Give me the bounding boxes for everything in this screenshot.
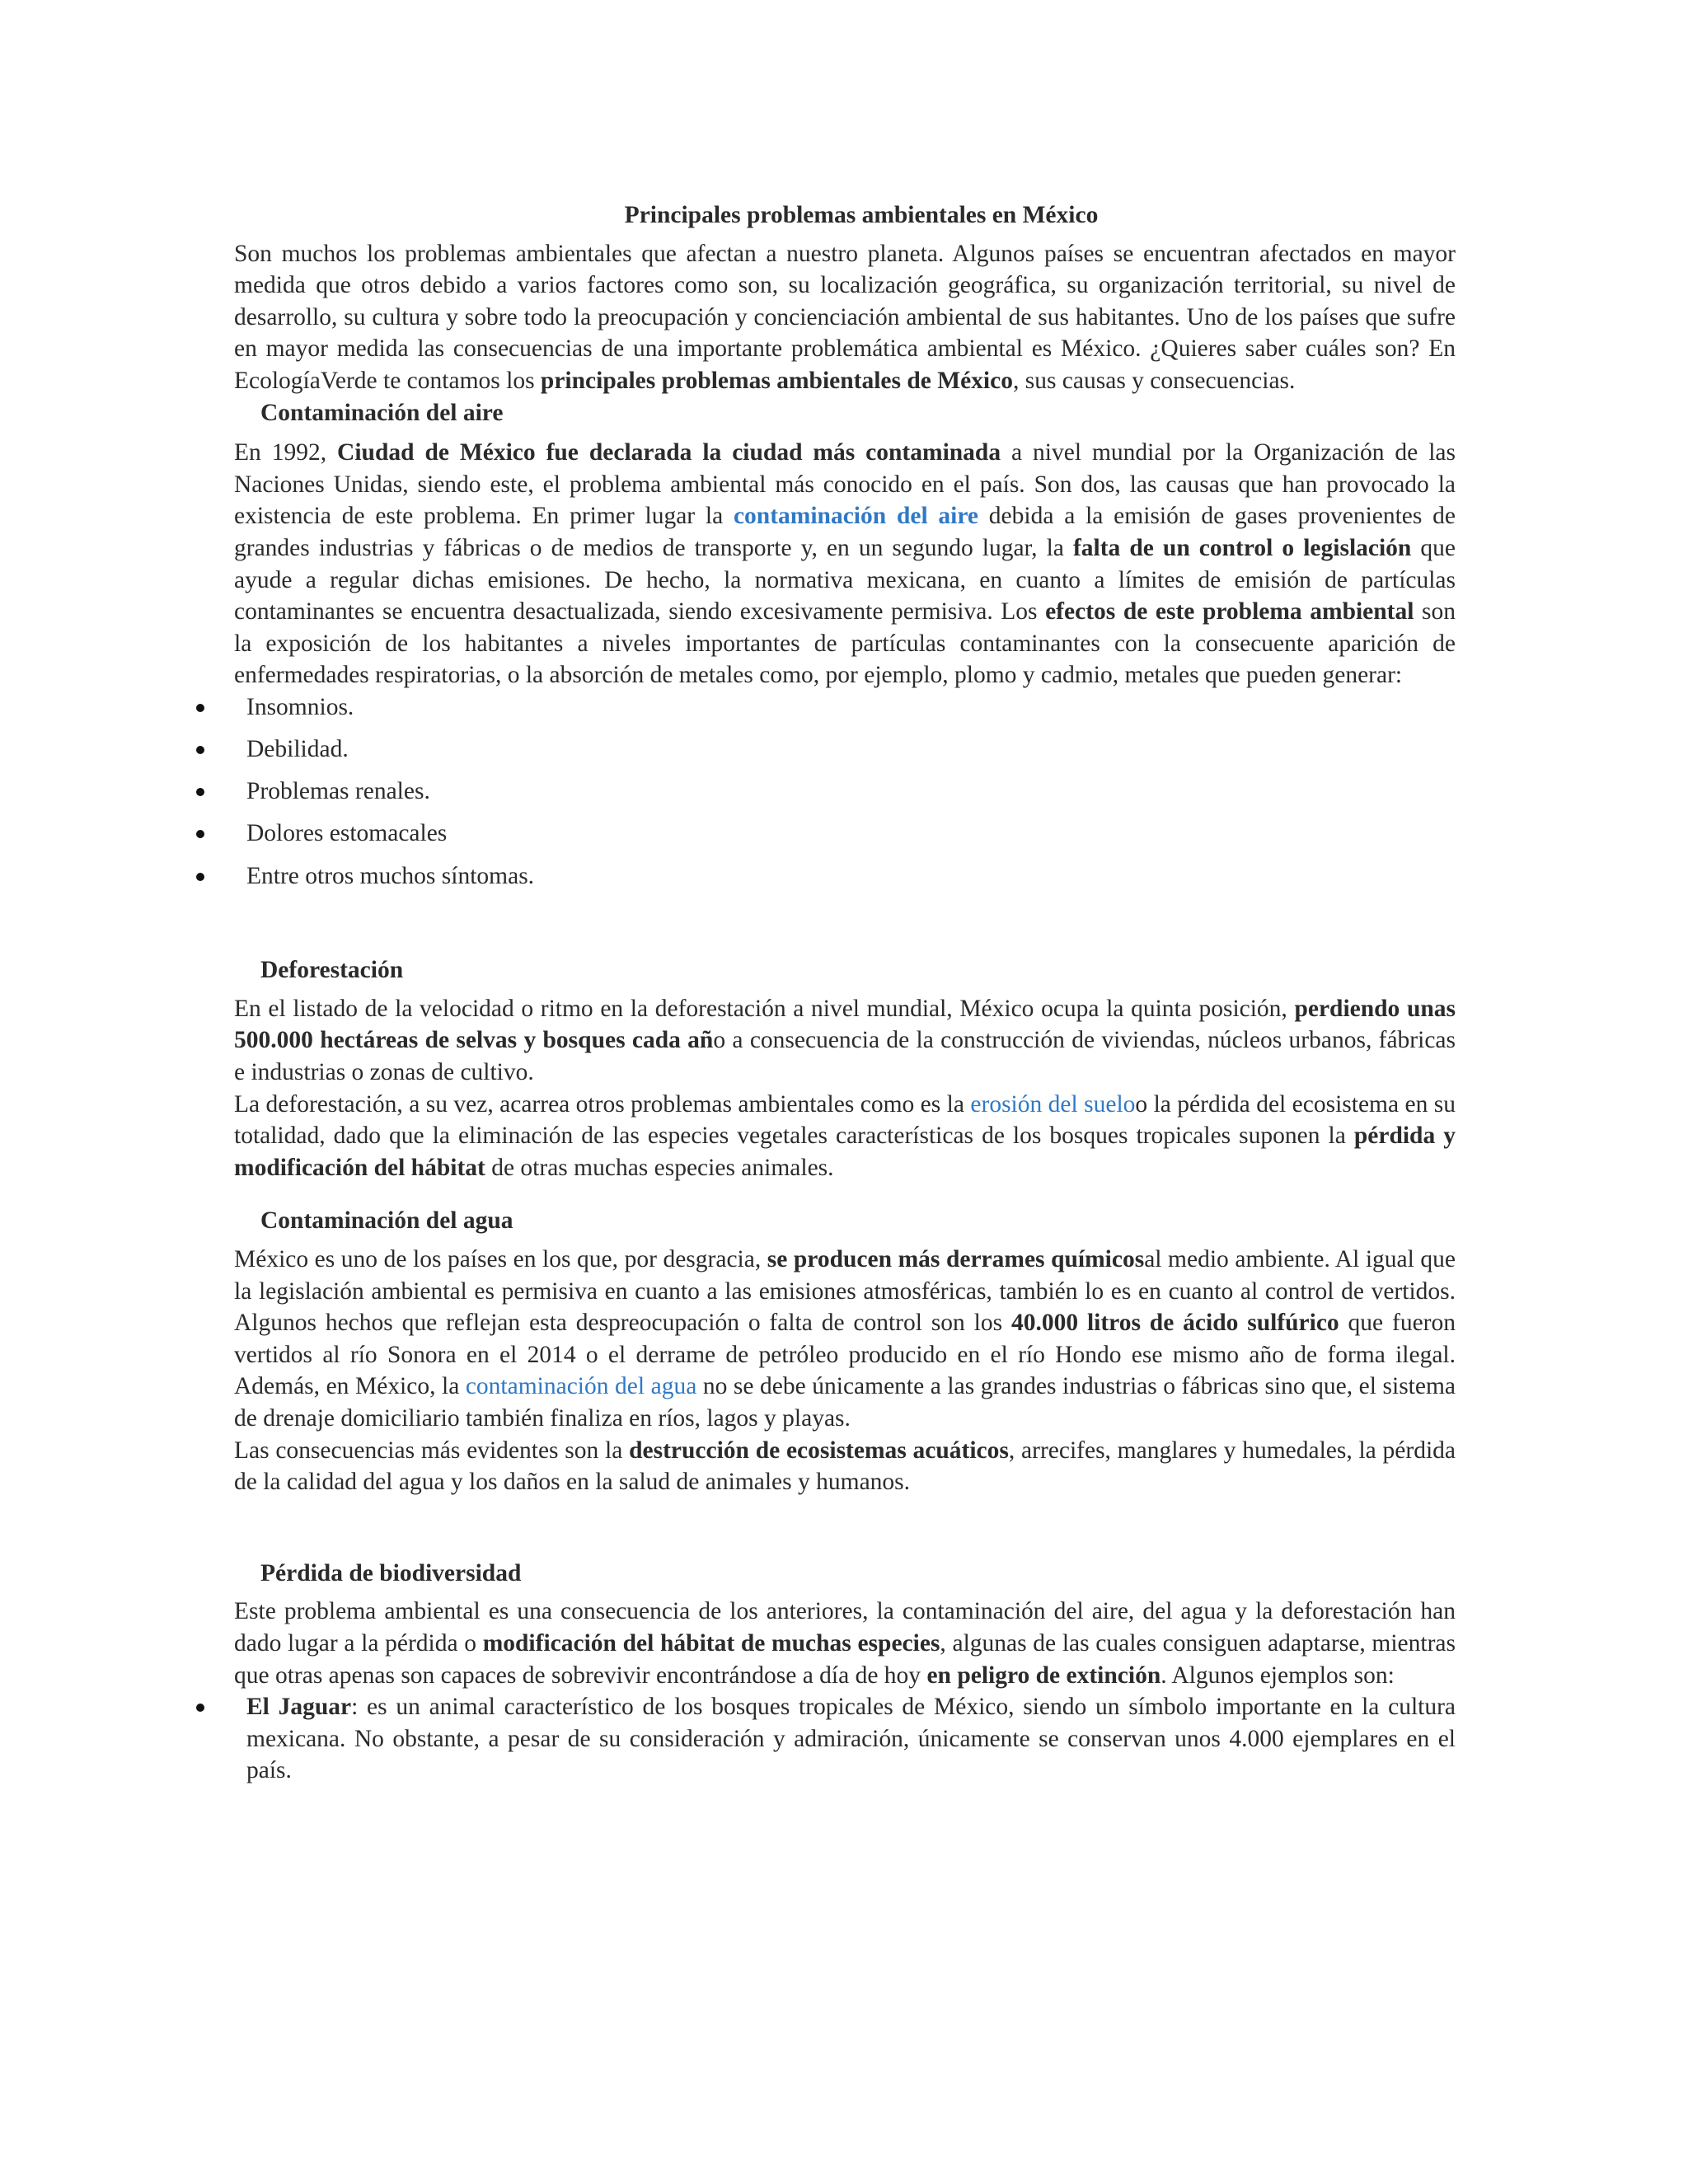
list-item: Entre otros muchos síntomas. [234,860,1456,893]
intro-text: Son muchos los problemas ambientales que afectan a nuestro planeta. Algunos países se encuentran afectados en mayor medida que otros debido a varios factores como son, su localización geográfica, su organización territorial, su nivel de desarrollo, su cultura y sobre todo la preocupación y concienciación ambiental de sus habitantes. Uno de los países que sufre en mayor medida las consecuencias de una importante problemática ambiental es México. ¿Quieres saber cuáles son? En EcologíaVerde te contamos los [234,240,1456,394]
heading-water-pollution: Contaminación del agua [260,1207,513,1235]
link-air-pollution[interactable]: contaminación del aire [733,503,979,530]
air-text-1: En 1992, [234,439,338,466]
page-title: Principales problemas ambientales en México [624,202,1099,228]
water-bold-1: se producen más derrames químicos [767,1246,1145,1272]
document-body [234,199,1456,1787]
defo-text-2: o a consecuencia de la construcción de viviendas, núcleos urbanos, fábricas e industrias o zonas de cultivo. [234,1027,1456,1086]
species-description: : es un animal característico de los bosques tropicales de México, siendo un símbolo importante en la cultura mexicana. No obstante, a pesar de su consideración y admiración, únicamente se conservan unos 4.000 ejemplares en el país. [246,1694,1456,1784]
defo2-text-2: o la pérdida del ecosistema en su totalidad, dado que la eliminación de las especies vegetales características de los bosques tropicales suponen la [234,1090,1456,1150]
biodiversity-paragraph [234,1596,1456,1691]
list-item: Dolores estomacales [234,818,1456,850]
bio-bold-2: en peligro de extinción [926,1661,1161,1689]
water-text-1: México es uno de los países en los que, por desgracia, [234,1246,767,1272]
air-text-3: debida a la emisión de gases provenientes de grandes industrias y fábricas o de medios de transporte y, en un segundo lugar, la [234,503,1456,561]
intro-paragraph [234,238,1456,397]
species-examples-list [234,1691,1456,1787]
heading-air-pollution: Contaminación del aire [260,399,504,426]
air-text-4: que ayude a regular dichas emisiones. De hecho, la normativa mexicana, en cuanto a límites de emisión de partículas contaminantes se encuentra desactualizada, siendo excesivamente permisiva. Los [234,534,1456,626]
defo-bold-1: perdiendo unas 500.000 hectáreas de selvas y bosques cada añ [234,995,1456,1054]
species-name: El Jaguar [246,1694,352,1721]
air-text-5: son la exposición de los habitantes a niveles importantes de partículas contaminantes con la consecuente aparición de enfermedades respiratorias, o la absorción de metales como, por ejemplo, plomo y cadmio, metales que pueden generar: [234,598,1456,689]
air-bold-3: efectos de este problema ambiental [1045,598,1414,626]
air-paragraph [234,437,1456,691]
defo-text-1: En el listado de la velocidad o ritmo en la deforestación a nivel mundial, México ocupa la quinta posición, [234,995,1295,1022]
water-bold-2: 40.000 litros de ácido sulfúrico [1010,1310,1339,1337]
bio-text-2: , algunas de las cuales consiguen adaptarse, mientras que otras apenas son capaces de sobrevivir encontrándose a día de hoy [234,1629,1456,1689]
defo2-text-3: de otras muchas especies animales. [485,1154,834,1181]
list-item: Insomnios. [234,691,1456,724]
list-item: Problemas renales. [234,776,1456,808]
link-soil-erosion[interactable]: erosión del suelo [970,1090,1136,1118]
deforestation-paragraph-2 [234,1089,1456,1184]
heading-deforestation: Deforestación [260,957,404,984]
water2-text-2: , arrecifes, manglares y humedales, la pérdida de la calidad del agua y los daños en la salud de animales y humanos. [234,1436,1456,1496]
bio-text-1: Este problema ambiental es una consecuencia de los anteriores, la contaminación del aire, del agua y la deforestación han dado lugar a la pérdida o [234,1598,1456,1657]
water-paragraph-1 [234,1244,1456,1435]
link-water-pollution[interactable]: contaminación del agua [465,1373,697,1400]
air-bold-2: falta de un control o legislación [1072,534,1412,561]
intro-bold: principales problemas ambientales de México [540,367,1013,394]
water-text-4: no se debe únicamente a las grandes industrias o fábricas sino que, el sistema de drenaje domiciliario también finaliza en ríos, lagos y playas. [234,1373,1456,1432]
list-item [234,1691,1456,1787]
water-text-3: que fueron vertidos al río Sonora en el 2014 o el derrame de petróleo producido en el río Hondo ese mismo año de forma ilegal. Además, en México, la [234,1310,1456,1400]
deforestation-paragraph-1 [234,993,1456,1089]
defo2-text-1: La deforestación, a su vez, acarrea otros problemas ambientales como es la [234,1090,971,1118]
water2-bold-1: destrucción de ecosistemas acuáticos [629,1436,1009,1464]
heading-biodiversity-loss: Pérdida de biodiversidad [260,1559,522,1586]
intro-text-end: , sus causas y consecuencias. [1012,367,1296,394]
symptoms-list [234,691,1456,892]
water-text-2: al medio ambiente. Al igual que la legislación ambiental es permisiva en cuanto a las emisiones atmosféricas, también lo es en cuanto al control de vertidos. Algunos hechos que reflejan esta despreocupación o falta de control son los [234,1246,1456,1337]
air-bold-1: Ciudad de México fue declarada la ciudad más contaminada [337,439,1001,466]
bio-bold-1: modificación del hábitat de muchas especies [482,1629,940,1657]
list-item: Debilidad. [234,733,1456,766]
bio-text-3: . Algunos ejemplos son: [1160,1661,1395,1689]
water2-text-1: Las consecuencias más evidentes son la [234,1436,630,1464]
defo2-bold-1: pérdida y modificación del hábitat [234,1122,1456,1181]
air-text-2: a nivel mundial por la Organización de las Naciones Unidas, siendo este, el problema ambiental más conocido en el país. Son dos, las causas que han provocado la existencia de este problema. En primer lugar la [234,439,1456,530]
water-paragraph-2 [234,1435,1456,1498]
